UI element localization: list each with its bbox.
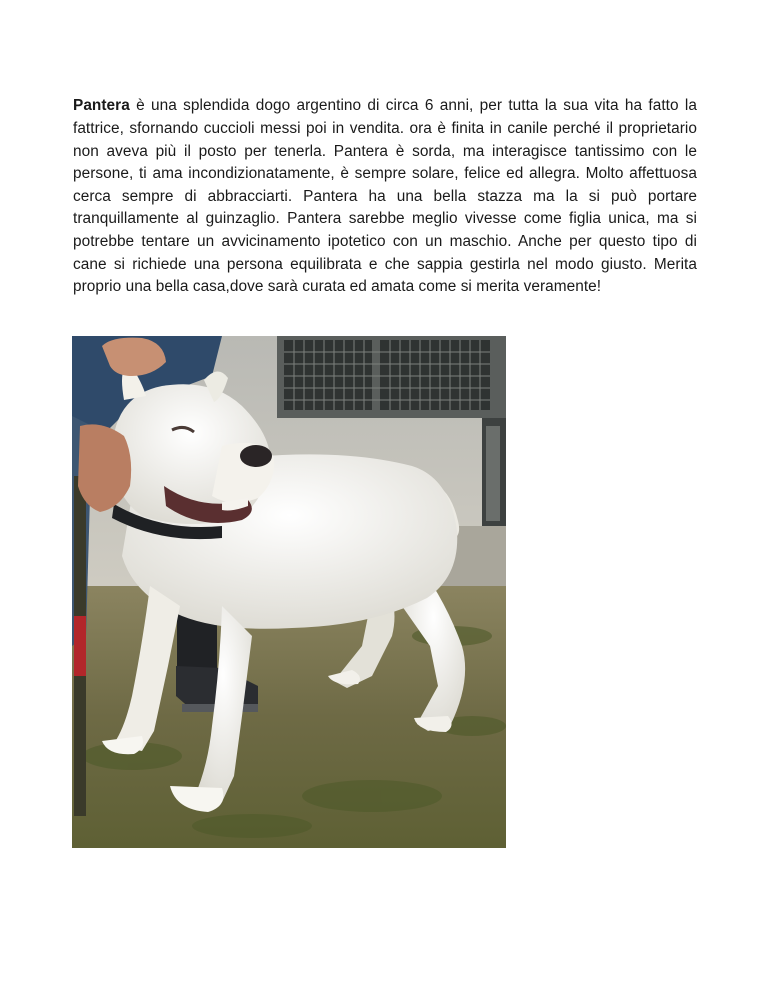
description-text: è una splendida dogo argentino di circa 6 anni, per tutta la sua vita ha fatto la fattrice, sfornando cuccioli messi poi in vendita. ora è finita in canile perché il proprietario non aveva più il posto per tenerla. Pantera è sorda, ma interagisce tantissimo con le persone, ti ama incondizionatamente, è sempre solare, felice ed allegra. Molto affettuosa cerca sempre di abbracciarti. Pantera ha una bella stazza ma la si può portare tranquillamente al guinzaglio. Pantera sarebbe meglio vivesse come figlia unica, ma si potrebbe tentare un avvicinamento ipotetico con un maschio. Anche per questo tipo di cane si richiede una persona equilibrata e che sappia gestirla nel modo giusto. Merita proprio una bella casa,dove sarà curata ed amata come si merita veramente!	[73, 97, 697, 296]
description-paragraph	[73, 95, 697, 298]
dog-photo-illustration	[72, 336, 506, 848]
dog-photo	[72, 336, 506, 848]
dog-name: Pantera	[73, 97, 130, 115]
